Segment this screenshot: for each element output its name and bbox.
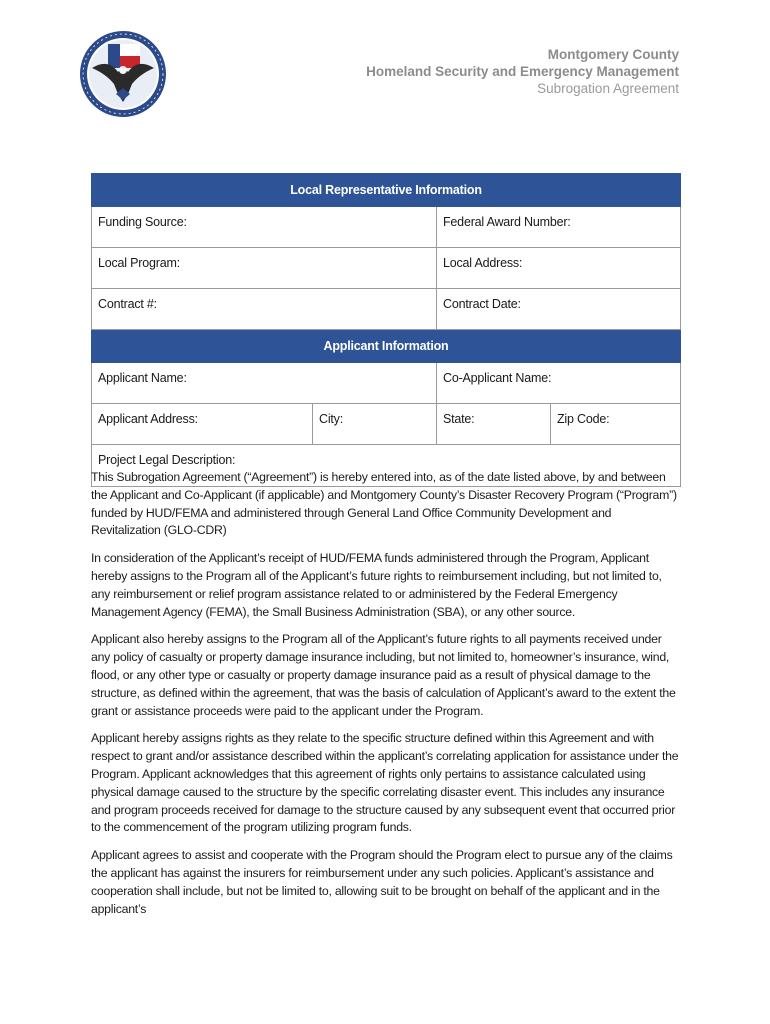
funding-source-field[interactable]: Funding Source: xyxy=(92,207,437,248)
paragraph: Applicant hereby assigns rights as they relate to the specific structure defined within this Agreement and with respect to grant and/or assistance described within the applicant’s correlating application for assistance under the Program. Applicant acknowledges that this agreement of rights only pertains to assistance calculated using physical damage caused to the structure by the specific correlating disaster event. This includes any insurance and program proceeds received for damage to the structure caused by any subsequent event that occurred prior to the commencement of the program utilizing program funds. xyxy=(91,731,679,835)
paragraph: Applicant also hereby assigns to the Program all of the Applicant’s future rights to all payments received under any policy of casualty or property damage insurance including, but not limited to, homeowner’s insurance, wind, flood, or any other type or casualty or property damage insurance paid as a result of physical damage to the structure, as defined within the agreement, that was the basis of calculation of Applicant’s award to the extent the grant or assistance proceeds were paid to the applicant under the Program. xyxy=(91,632,676,718)
section-title: Local Representative Information xyxy=(92,174,681,207)
document-title: Subrogation Agreement xyxy=(537,81,679,96)
state-field[interactable]: State: xyxy=(437,404,551,445)
applicant-address-field[interactable]: Applicant Address: xyxy=(92,404,313,445)
city-field[interactable]: City: xyxy=(313,404,437,445)
local-address-field[interactable]: Local Address: xyxy=(437,248,681,289)
paragraph: Applicant agrees to assist and cooperate with the Program should the Program elect to pursue any of the claims the applicant has against the insurers for reimbursement under any such policies. Applicant’s assistance and cooperation shall include, but not be limited to, allowing suit to be brought on behalf of the applicant and in the applicant’s xyxy=(91,848,673,916)
zip-code-field[interactable]: Zip Code: xyxy=(551,404,681,445)
section-header-local-representative xyxy=(92,174,681,207)
department-name: Homeland Security and Emergency Management xyxy=(366,64,679,79)
county-name: Montgomery County xyxy=(547,47,679,62)
contract-date-field[interactable]: Contract Date: xyxy=(437,289,681,330)
agreement-body xyxy=(91,469,683,928)
local-program-field[interactable]: Local Program: xyxy=(92,248,437,289)
federal-award-number-field[interactable]: Federal Award Number: xyxy=(437,207,681,248)
applicant-name-field[interactable]: Applicant Name: xyxy=(92,363,437,404)
document-header xyxy=(366,46,679,97)
paragraph: This Subrogation Agreement (“Agreement”) is hereby entered into, as of the date listed above, by and between the Applicant and Co-Applicant (if applicable) and Montgomery County’s Disaster Recovery Program (“Program”) funded by HUD/FEMA and administered through General Land Office Community Development and Revitalization (GLO-CDR) xyxy=(91,470,677,538)
county-seal-logo xyxy=(78,30,168,118)
co-applicant-name-field[interactable]: Co-Applicant Name: xyxy=(437,363,681,404)
information-form-table xyxy=(91,173,681,487)
paragraph: In consideration of the Applicant’s receipt of HUD/FEMA funds administered through the Program, Applicant hereby assigns to the Program all of the Applicant’s future rights to reimbursement including, but not limited to, any reimbursement or relief program assistance related to or administered by the Federal Emergency Management Agency (FEMA), the Small Business Administration (SBA), or any other source. xyxy=(91,551,662,619)
project-legal-description-field[interactable]: Project Legal Description: xyxy=(92,445,681,487)
section-header-applicant xyxy=(92,330,681,363)
section-title: Applicant Information xyxy=(92,330,681,363)
contract-number-field[interactable]: Contract #: xyxy=(92,289,437,330)
